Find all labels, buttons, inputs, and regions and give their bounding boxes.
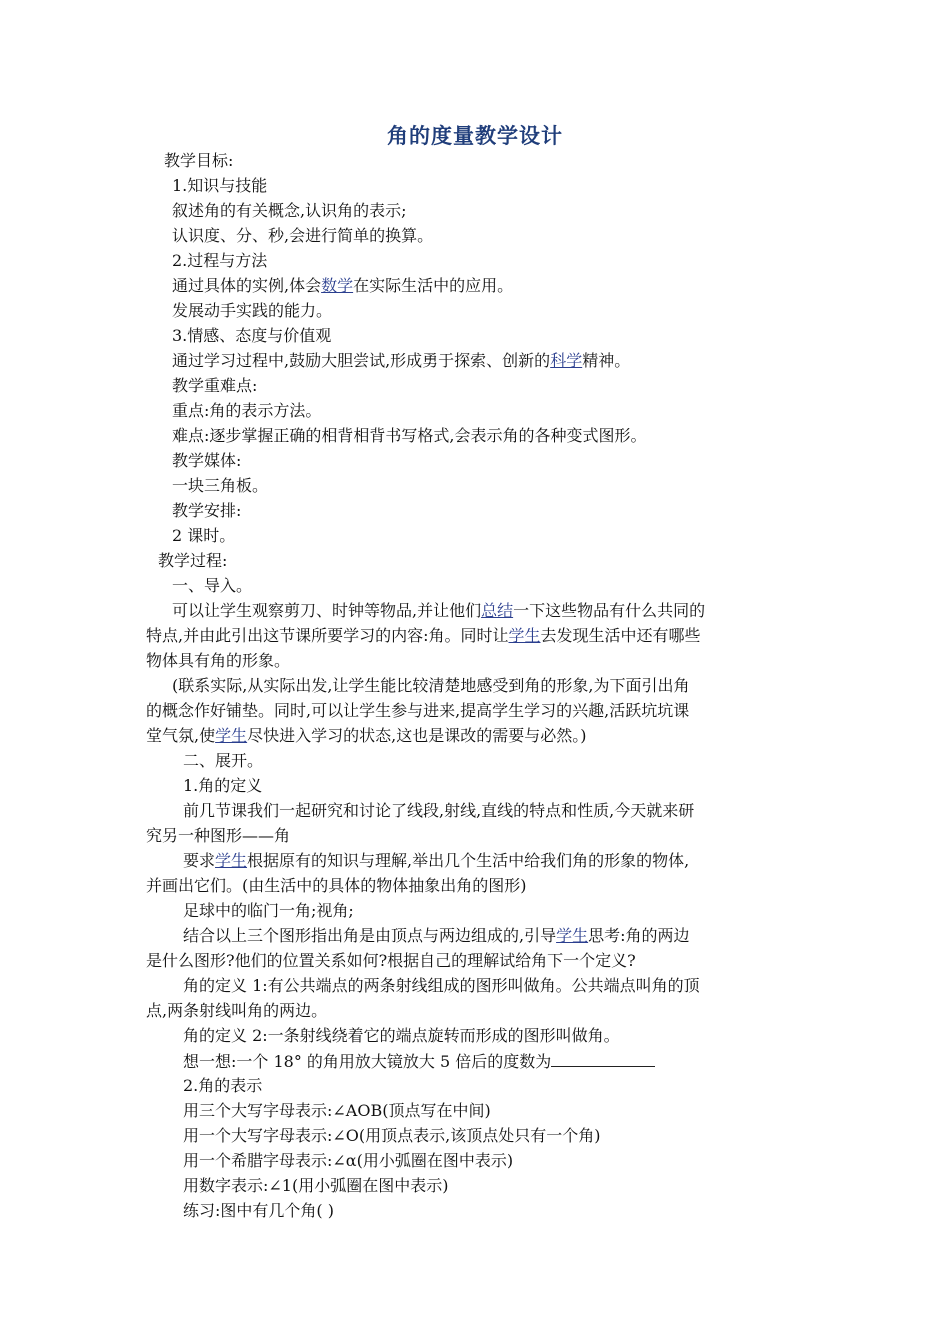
text-line: 2 课时。 xyxy=(172,526,236,545)
text-line xyxy=(146,625,701,649)
text-line: (联系实际,从实际出发,让学生能比较清楚地感受到角的形象,为下面引出角 xyxy=(172,676,690,695)
text-span: 特点,并由此引出这节课所要学习的内容:角。同时让 xyxy=(146,626,509,645)
text-line xyxy=(183,925,690,949)
subheading-expand: 二、展开。 xyxy=(183,751,264,770)
text-line: 一块三角板。 xyxy=(172,476,269,495)
link-summary[interactable]: 总结 xyxy=(481,601,514,620)
text-line: 的概念作好铺垫。同时,可以让学生参与进来,提高学生学习的兴趣,活跃坑坑课 xyxy=(146,701,690,720)
text-line: 难点:逐步掌握正确的相背相背书写格式,会表示角的各种变式图形。 xyxy=(172,426,647,445)
text-line: 是什么图形?他们的位置关系如何?根据自己的理解试给角下一个定义? xyxy=(146,951,636,970)
text-span: 想一想:一个 18° 的角用放大镜放大 5 倍后的度数为 xyxy=(183,1052,552,1071)
heading-media: 教学媒体: xyxy=(172,451,242,470)
text-line: 用三个大写字母表示:∠AOB(顶点写在中间) xyxy=(183,1101,491,1120)
link-science[interactable]: 科学 xyxy=(550,351,583,370)
text-span: 堂气氛,使 xyxy=(146,726,216,745)
text-line xyxy=(172,275,513,299)
text-line: 足球中的临门一角;视角; xyxy=(183,901,354,920)
subheading-angle-notation: 2.角的表示 xyxy=(183,1076,263,1095)
link-student[interactable]: 学生 xyxy=(215,726,248,745)
text-line: 重点:角的表示方法。 xyxy=(172,401,322,420)
heading-key-points: 教学重难点: xyxy=(172,376,258,395)
text-line xyxy=(146,725,586,749)
text-line: 并画出它们。(由生活中的具体的物体抽象出角的图形) xyxy=(146,876,527,895)
text-span: 结合以上三个图形指出角是由顶点与两边组成的,引导 xyxy=(183,926,557,945)
link-student[interactable]: 学生 xyxy=(556,926,589,945)
text-span: 可以让学生观察剪刀、时钟等物品,并让他们 xyxy=(172,601,482,620)
link-math[interactable]: 数学 xyxy=(321,276,354,295)
text-span: 去发现生活中还有哪些 xyxy=(540,626,701,645)
text-span: 根据原有的知识与理解,举出几个生活中给我们角的形象的物体, xyxy=(247,851,690,870)
heading-teaching-process: 教学过程: xyxy=(158,551,228,570)
text-line: 用一个希腊字母表示:∠α(用小弧圈在图中表示) xyxy=(183,1151,514,1170)
text-line xyxy=(172,600,705,624)
text-span: 在实际生活中的应用。 xyxy=(353,276,514,295)
text-span: 要求 xyxy=(183,851,216,870)
heading-schedule: 教学安排: xyxy=(172,501,242,520)
text-line: 认识度、分、秒,会进行简单的换算。 xyxy=(172,226,434,245)
text-line: 前几节课我们一起研究和讨论了线段,射线,直线的特点和性质,今天就来研 xyxy=(183,801,695,820)
answer-blank[interactable] xyxy=(551,1050,655,1067)
text-span: 通过学习过程中,鼓励大胆尝试,形成勇于探索、创新的 xyxy=(172,351,551,370)
text-span: 尽快进入学习的状态,这也是课改的需要与必然。) xyxy=(247,726,587,745)
text-line: 练习:图中有几个角( ) xyxy=(183,1201,334,1220)
text-line xyxy=(172,350,630,374)
text-span: 一下这些物品有什么共同的 xyxy=(513,601,706,620)
document-title: 角的度量教学设计 xyxy=(387,123,563,148)
text-line xyxy=(183,1050,655,1074)
link-student[interactable]: 学生 xyxy=(508,626,541,645)
text-line: 叙述角的有关概念,认识角的表示; xyxy=(172,201,407,220)
text-line: 发展动手实践的能力。 xyxy=(172,301,333,320)
text-line: 究另一种图形——角 xyxy=(146,826,291,845)
text-line xyxy=(183,850,689,874)
subheading-knowledge-skills: 1.知识与技能 xyxy=(172,176,268,195)
text-span: 思考:角的两边 xyxy=(588,926,690,945)
text-line: 物体具有角的形象。 xyxy=(146,651,291,670)
text-span: 通过具体的实例,体会 xyxy=(172,276,322,295)
subheading-process-method: 2.过程与方法 xyxy=(172,251,268,270)
text-line: 用数字表示:∠1(用小弧圈在图中表示) xyxy=(183,1176,449,1195)
text-line: 角的定义 1:有公共端点的两条射线组成的图形叫做角。公共端点叫角的顶 xyxy=(183,976,700,995)
text-line: 点,两条射线叫角的两边。 xyxy=(146,1001,328,1020)
subheading-intro: 一、导入。 xyxy=(172,576,253,595)
link-student[interactable]: 学生 xyxy=(215,851,248,870)
text-line: 用一个大写字母表示:∠O(用顶点表示,该顶点处只有一个角) xyxy=(183,1126,601,1145)
heading-teaching-goals: 教学目标: xyxy=(164,151,234,170)
subheading-angle-definition: 1.角的定义 xyxy=(183,776,263,795)
subheading-attitude-values: 3.情感、态度与价值观 xyxy=(172,326,332,345)
text-span: 精神。 xyxy=(582,351,631,370)
text-line: 角的定义 2:一条射线绕着它的端点旋转而形成的图形叫做角。 xyxy=(183,1026,620,1045)
